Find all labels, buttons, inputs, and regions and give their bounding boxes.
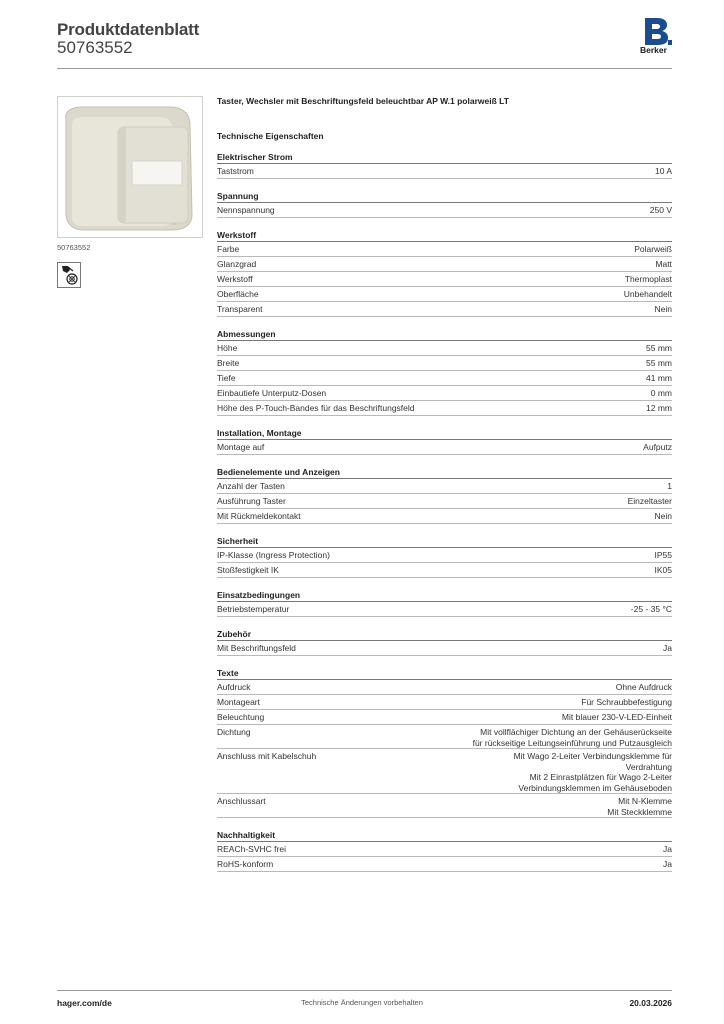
property-name: Tiefe (217, 373, 236, 383)
property-group (217, 830, 672, 872)
footer-date: 20.03.2026 (629, 998, 672, 1008)
property-row (217, 371, 672, 386)
property-name: Anschluss mit Kabelschuh (217, 751, 317, 761)
property-value: 1 (667, 481, 672, 491)
document-title: Produktdatenblatt (57, 20, 200, 39)
property-row (217, 794, 672, 818)
property-value: Nein (654, 511, 672, 521)
property-value: 10 A (654, 166, 672, 176)
property-group (217, 590, 672, 617)
property-row (217, 401, 672, 416)
property-row (217, 749, 672, 794)
property-group (217, 428, 672, 455)
properties-list (217, 152, 672, 872)
property-value: Für Schraubbefestigung (581, 697, 672, 707)
property-name: Werkstoff (217, 274, 253, 284)
image-caption: 50763552 (57, 243, 91, 252)
property-name: Montageart (217, 697, 260, 707)
property-row (217, 725, 672, 749)
property-row (217, 203, 672, 218)
property-row (217, 494, 672, 509)
article-number: 50763552 (57, 38, 133, 57)
group-title: Installation, Montage (217, 428, 672, 440)
group-title: Werkstoff (217, 230, 672, 242)
property-name: Höhe (217, 343, 238, 353)
property-value: 41 mm (646, 373, 672, 383)
property-name: Mit Rückmeldekontakt (217, 511, 301, 521)
property-name: Beleuchtung (217, 712, 265, 722)
product-photo (58, 97, 202, 237)
property-name: Stoßfestigkeit IK (217, 565, 279, 575)
property-row (217, 440, 672, 455)
product-title: Taster, Wechsler mit Beschriftungsfeld beleuchtbar AP W.1 polarweiß LT (217, 96, 509, 106)
property-row (217, 164, 672, 179)
property-row (217, 857, 672, 872)
group-title: Bedienelemente und Anzeigen (217, 467, 672, 479)
property-group (217, 467, 672, 524)
berker-logo-mark (642, 16, 672, 46)
property-name: Oberfläche (217, 289, 259, 299)
property-value: Ja (663, 844, 672, 854)
group-title: Nachhaltigkeit (217, 830, 672, 842)
property-group (217, 668, 672, 818)
property-value: Mit Wago 2-Leiter Verbindungsklemme für Verdrahtung Mit 2 Einrastplätzen für Wago 2-Leiter Verbindungsklemmen im Gehäuseboden (513, 751, 672, 793)
berker-logo-text: Berker (640, 45, 667, 55)
property-row (217, 479, 672, 494)
installation-pictogram-icon (57, 262, 81, 288)
property-row (217, 548, 672, 563)
property-value: 0 mm (650, 388, 672, 398)
property-name: Anschlussart (217, 796, 266, 806)
property-row (217, 257, 672, 272)
footer-website: hager.com/de (57, 998, 112, 1008)
property-value: 55 mm (646, 343, 672, 353)
property-value: Nein (654, 304, 672, 314)
property-value: Mit N-Klemme Mit Steckklemme (607, 796, 672, 817)
footer-divider (57, 990, 672, 991)
group-title: Zubehör (217, 629, 672, 641)
property-name: REACh-SVHC frei (217, 844, 286, 854)
group-title: Einsatzbedingungen (217, 590, 672, 602)
property-value: 250 V (649, 205, 672, 215)
property-group (217, 536, 672, 578)
property-value: Matt (655, 259, 672, 269)
property-row (217, 356, 672, 371)
property-row (217, 695, 672, 710)
property-name: Transparent (217, 304, 263, 314)
property-name: Breite (217, 358, 240, 368)
property-name: Glanzgrad (217, 259, 257, 269)
property-value: IP55 (654, 550, 672, 560)
property-name: IP-Klasse (Ingress Protection) (217, 550, 330, 560)
property-row (217, 341, 672, 356)
property-row (217, 641, 672, 656)
property-value: Unbehandelt (623, 289, 672, 299)
property-group (217, 191, 672, 218)
group-title: Abmessungen (217, 329, 672, 341)
group-title: Spannung (217, 191, 672, 203)
property-value: -25 - 35 °C (630, 604, 672, 614)
property-value: Ja (663, 859, 672, 869)
footer-disclaimer: Technische Änderungen vorbehalten (301, 998, 423, 1007)
property-row (217, 710, 672, 725)
property-name: Höhe des P-Touch-Bandes für das Beschriftungsfeld (217, 403, 415, 413)
property-name: Nennspannung (217, 205, 275, 215)
property-row (217, 242, 672, 257)
property-value: Einzeltaster (627, 496, 672, 506)
property-row (217, 287, 672, 302)
property-name: Mit Beschriftungsfeld (217, 643, 296, 653)
property-value: Mit vollflächiger Dichtung an der Gehäuserückseite für rückseitige Leitungseinführung und Putzausgleich (472, 727, 672, 748)
property-name: Betriebstemperatur (217, 604, 290, 614)
property-name: Farbe (217, 244, 240, 254)
property-value: 12 mm (646, 403, 672, 413)
property-name: Aufdruck (217, 682, 251, 692)
property-name: Taststrom (217, 166, 254, 176)
header-divider (57, 68, 672, 69)
berker-logo (640, 16, 674, 56)
property-row (217, 272, 672, 287)
property-group (217, 329, 672, 416)
group-title: Sicherheit (217, 536, 672, 548)
property-group (217, 230, 672, 317)
section-title: Technische Eigenschaften (217, 131, 324, 141)
property-name: Ausführung Taster (217, 496, 286, 506)
property-row (217, 302, 672, 317)
property-name: RoHS-konform (217, 859, 274, 869)
property-value: 55 mm (646, 358, 672, 368)
property-name: Montage auf (217, 442, 265, 452)
property-value: Aufputz (643, 442, 672, 452)
group-title: Texte (217, 668, 672, 680)
property-name: Dichtung (217, 727, 251, 737)
product-image (57, 96, 203, 238)
property-value: Mit blauer 230-V-LED-Einheit (561, 712, 672, 722)
property-value: Ja (663, 643, 672, 653)
main-content (217, 96, 672, 872)
property-row (217, 509, 672, 524)
property-value: IK05 (654, 565, 672, 575)
property-row (217, 563, 672, 578)
property-value: Ohne Aufdruck (615, 682, 672, 692)
property-row (217, 842, 672, 857)
property-row (217, 602, 672, 617)
property-value: Polarweiß (634, 244, 672, 254)
property-group (217, 629, 672, 656)
property-row (217, 680, 672, 695)
property-row (217, 386, 672, 401)
property-group (217, 152, 672, 179)
property-value: Thermoplast (624, 274, 672, 284)
group-title: Elektrischer Strom (217, 152, 672, 164)
property-name: Anzahl der Tasten (217, 481, 285, 491)
property-name: Einbautiefe Unterputz-Dosen (217, 388, 327, 398)
